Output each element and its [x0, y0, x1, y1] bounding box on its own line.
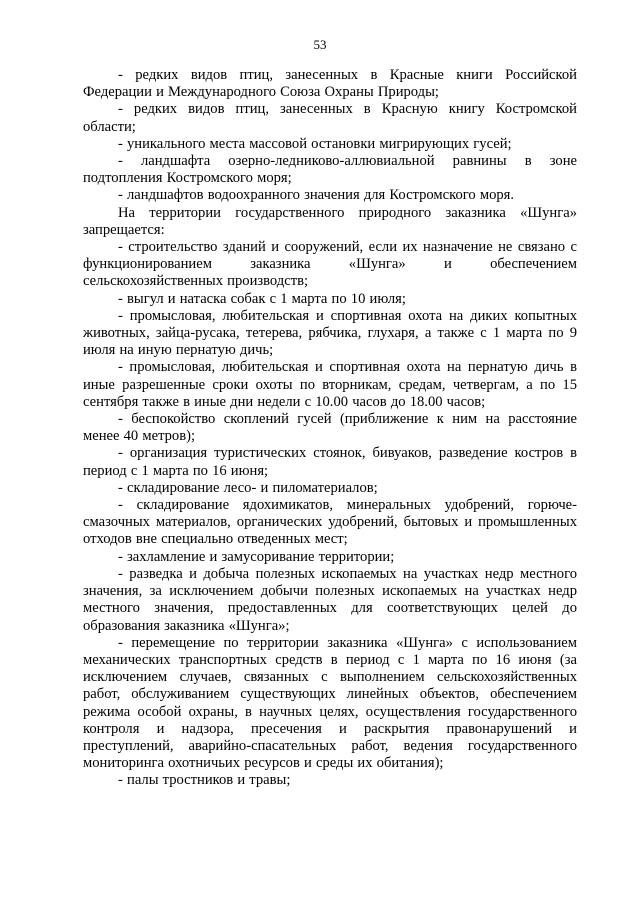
paragraph: - уникального места массовой остановки мигрирующих гусей;	[118, 135, 512, 152]
paragraph: - строительство зданий и сооружений, если их назначение не связано с функционированием заказника «Шунга» и обеспечением сельскохозяйственных производств;	[83, 239, 577, 290]
paragraph: - выгул и натаска собак с 1 марта по 10 июля;	[118, 290, 406, 307]
paragraph: На территории государственного природного заказника «Шунга» запрещается:	[83, 204, 577, 238]
paragraph: - промысловая, любительская и спортивная охота на диких копытных животных, зайца-русака, тетерева, рябчика, глухаря, а также с 1 марта по 9 июля на иную пернатую дичь;	[83, 307, 577, 359]
paragraph: - организация туристических стоянок, бивуаков, разведение костров в период с 1 марта по 16 июня;	[83, 445, 577, 479]
page-number: 53	[313, 37, 327, 52]
paragraph: - ландшафтов водоохранного значения для Костромского моря.	[118, 187, 515, 204]
paragraph: - перемещение по территории заказника «Шунга» с использованием механических транспортных средств в период с 1 марта по 16 июня (за исключением случаев, связанных с выполнением сельскохозяйственных работ, обслуживанием существующих линейных объектов, обеспечением режима особой охраны, в научных целях, осуществления государственного контроля и надзора, пресечения и раскрытия правонарушений и преступлений, аварийно-спасательных работ, ведения государственного мониторинга охотничьих ресурсов и среды их обитания);	[83, 634, 577, 772]
paragraph: - промысловая, любительская и спортивная охота на пернатую дичь в иные разрешенные сроки охоты по вторникам, средам, четвергам, а по 15 сентября также в иные дни недели с 10.00 часов до 18.00 часов;	[83, 359, 577, 410]
paragraph: - складирование лесо- и пиломатериалов;	[118, 479, 378, 496]
paragraph: - редких видов птиц, занесенных в Красную книгу Костромской области;	[83, 101, 577, 135]
paragraph: - складирование ядохимикатов, минеральных удобрений, горюче-смазочных материалов, органических удобрений, бытовых и промышленных отходов вне специально отведенных мест;	[83, 497, 577, 548]
paragraph: - разведка и добыча полезных ископаемых на участках недр местного значения, за исключением добычи полезных ископаемых на участках недр местного значения, предоставленных для соответствующих целей до образования заказника «Шунга»;	[83, 565, 577, 634]
paragraph: - беспокойство скоплений гусей (приближение к ним на расстояние менее 40 метров);	[83, 411, 577, 445]
document-body	[83, 67, 577, 790]
paragraph: - ландшафта озерно-ледниково-аллювиальной равнины в зоне подтопления Костромского моря;	[83, 153, 577, 187]
paragraph: - захламление и замусоривание территории;	[118, 548, 395, 565]
paragraph: - редких видов птиц, занесенных в Красные книги Российской Федерации и Международного Союза Охраны Природы;	[83, 67, 577, 101]
paragraph: - палы тростников и травы;	[118, 772, 291, 789]
